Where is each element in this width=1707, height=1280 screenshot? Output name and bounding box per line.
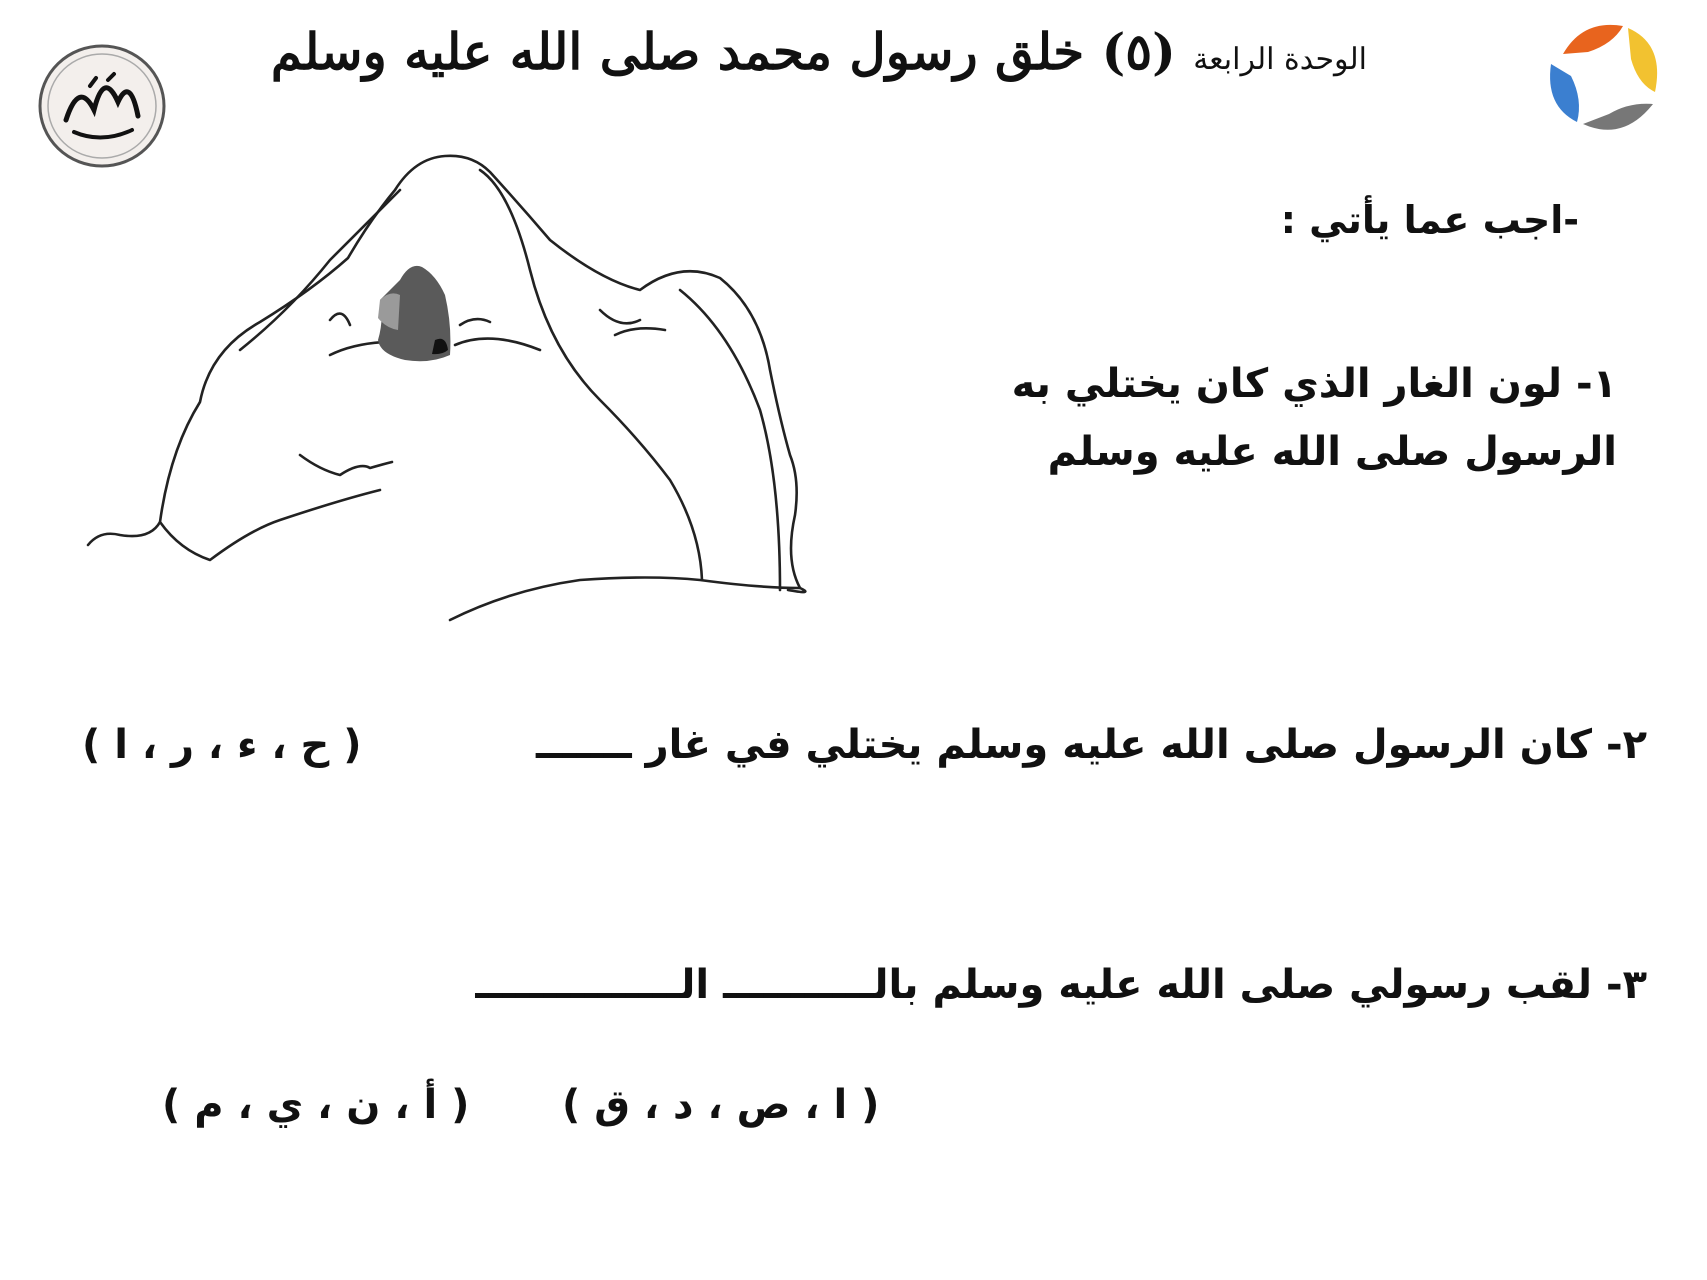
ring-logo-icon bbox=[1543, 14, 1671, 142]
cave-mountain-illustration bbox=[80, 150, 880, 670]
question-1 bbox=[857, 350, 1617, 486]
question-1-line-2: الرسول صلى الله عليه وسلم bbox=[1047, 429, 1617, 475]
question-3: ٣- لقب رسولي صلى الله عليه وسلم بالـــــــــــ الـــــــــــــــ bbox=[475, 962, 1647, 1008]
instruction-text: -اجب عما يأتي : bbox=[1280, 198, 1579, 242]
page-title bbox=[267, 22, 1367, 81]
lesson-title: (٥) خلق رسول محمد صلى الله عليه وسلم bbox=[270, 22, 1176, 81]
question-1-line-1: ١- لون الغار الذي كان يختلي به bbox=[1011, 361, 1617, 407]
unit-label: الوحدة الرابعة bbox=[1193, 42, 1367, 77]
question-3-letter-options-b: ( أ ، ن ، ي ، م ) bbox=[162, 1082, 470, 1128]
question-3-letter-options-a: ( ا ، ص ، د ، ق ) bbox=[562, 1082, 880, 1128]
question-2: ٢- كان الرسول صلى الله عليه وسلم يختلي في غار ـــــــ bbox=[535, 722, 1647, 768]
question-2-letter-options: ( ح ، ء ، ر ، ا ) bbox=[82, 722, 362, 768]
